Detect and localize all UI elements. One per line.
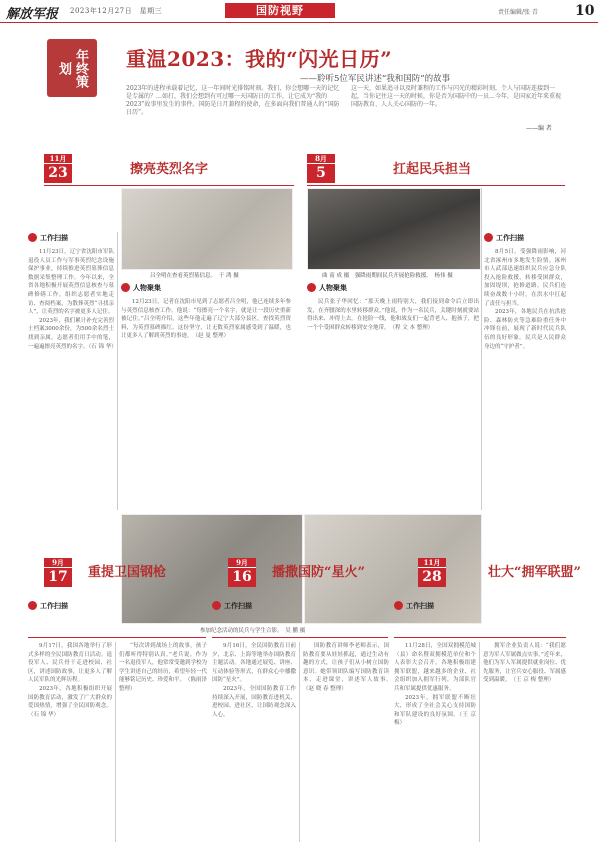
work-column-1 xyxy=(28,248,117,510)
people-paragraph: “每次讲到战场上的故事，孩子们都听得特别认真。”老兵说。作为一名退役军人，他常常受邀到学校为学生讲述自己的经历，希望年轻一代能够铭记历史、珍爱和平。 （陈雨泽 整理） xyxy=(119,643,208,692)
intro-block xyxy=(126,85,566,132)
people-column-3 xyxy=(119,642,207,842)
people-paragraph: 12月23日，记者在沈阳市见到了志愿者吕全明，他已连续多年参与英烈信息核查工作。他说：“每擦亮一个名字，就是让一段历史重新被记住。”吕全明介绍，这些年他走遍了辽宁大部分县区，查找英烈资料，为英烈墓碑描红。这份坚守，让无数英烈家属感受到了温暖，也让更多人了解到英烈的事迹。 （赵 曼 整理） xyxy=(121,299,291,340)
section-title-1: 擦亮英烈名字 xyxy=(130,162,209,177)
section-rule xyxy=(28,637,206,638)
page-headline: 重温2023：我的“闪光日历” xyxy=(126,47,393,71)
photo-caption-2: 曲 南 成 摄 强降雨期间民兵开展抢险救援。 杨伟 摄 xyxy=(322,273,453,279)
work-paragraph: 9月16日，全民国防教育日前夕，北京、上海等地举办国防教育主题活动。各地通过展览、讲座、互动体验等形式，在群众心中播撒国防“星火”。 xyxy=(212,643,296,684)
badge-day: 5 xyxy=(307,163,335,183)
work-paragraph: 2023年，我们累计补充完善烈士档案3000余份，为500余名烈士找到亲属。志愿者们用手中的笔，一遍遍擦亮英烈的名字。（石 锦 华） xyxy=(28,317,117,350)
section-banner: 国防视野 xyxy=(225,3,335,18)
people-tag-2: 人物聚集 xyxy=(307,282,347,294)
column-divider xyxy=(117,232,118,510)
badge-month: 11月 xyxy=(418,558,446,567)
work-paragraph: 2023年，全国国防教育工作持续深入开展，国防教育进机关、进校园、进社区，让国防观念深入人心。 xyxy=(212,685,296,718)
people-column-2 xyxy=(307,298,479,510)
masthead xyxy=(0,0,598,23)
page-number: 10 xyxy=(575,3,595,19)
section-title-5: 壮大“拥军联盟” xyxy=(488,565,581,580)
work-paragraph: 2023年，拥军联盟不断壮大，形成了全社会关心支持国防和军队建设的良好氛围。（王 京 梅） xyxy=(394,694,476,727)
section-rule xyxy=(307,185,565,186)
column-divider xyxy=(479,642,480,842)
work-tag-4: 工作扫描 xyxy=(212,600,252,612)
photo-militia-rescue xyxy=(307,188,481,270)
work-tag-2: 工作扫描 xyxy=(484,232,524,244)
date-badge-5 xyxy=(418,558,446,586)
work-paragraph: 11月23日，辽宁省沈阳市军队退役人员工作与军事英烈纪念设施保护事业，持续推进英烈墓葬信息数据采集整理工作。今年以来，全省各地积极开展英烈信息核查与墓碑修缮工作，组织志愿者实地走访、查阅档案，为散葬英烈“寻找亲人”，让英烈的名字被更多人记住。 xyxy=(28,249,114,316)
date-badge-4 xyxy=(228,558,256,586)
badge-day: 17 xyxy=(44,567,72,587)
date-badge-3 xyxy=(44,558,72,586)
work-paragraph: 11月28日，全国双拥模范城（县）命名暨双拥模范单位和个人表彰大会召开。各地积极组建拥军联盟，越来越多的企业、社会组织加入拥军行列，为部队官兵和军属提供优惠服务。 xyxy=(394,643,476,692)
column-divider xyxy=(299,642,300,842)
column-divider xyxy=(115,642,116,842)
photo-caption-3: 参加纪念活动的民兵与学生合影。 吴 鹏 摄 xyxy=(200,628,306,634)
badge-day: 28 xyxy=(418,567,446,587)
intro-text-right: 这一天，如果追寻以及时兼程的工作与闪光的精彩时刻，个人与国防连接到一起，当你记住这一天的时候，你是否为国防中的一员…今年，是国家近年来重视国防教育、人人关心国防的一年。 xyxy=(351,85,562,108)
date-badge-2 xyxy=(307,154,335,182)
work-tag-5: 工作扫描 xyxy=(394,600,434,612)
badge-month: 9月 xyxy=(44,558,72,567)
section-rule xyxy=(44,185,294,186)
badge-month: 9月 xyxy=(228,558,256,567)
date-badge-1 xyxy=(44,154,72,182)
people-tag-1: 人物聚集 xyxy=(121,282,161,294)
work-tag-3: 工作扫描 xyxy=(28,600,68,612)
photo-caption-1: 吕全明在查看英烈墓信息。 于 鸿 摄 xyxy=(150,273,239,279)
section-title-4: 播撒国防“星火” xyxy=(272,565,365,580)
work-column-5 xyxy=(394,642,476,842)
section-rule xyxy=(394,637,566,638)
intro-text-left: 2023年的进程承载着记忆，这一年间时光排铭时刻。我们，你会想哪一天的记忆是专属的？…如打，我们会想到有可过哪一天国防日的工作，让它成为“我的2023”故事里发生的事件。国防是日月兼程的使命，在多面向我们普通人的“国防日历”。 xyxy=(126,85,340,116)
column-divider xyxy=(481,188,482,510)
work-column-3 xyxy=(28,642,112,842)
people-paragraph: 民兵张子华回忆：“那天晚上雨特别大，我们接到命令后立即出发，在齐腰深的水里转移群众。”他说，作为一名民兵，关键时刻就要站得出来、冲得上去。在抢险一线，他和战友们一起背老人、抱孩子，把一个个受困群众转移到安全地带。 （程 文 本 整理） xyxy=(307,299,479,331)
work-paragraph: 9月17日，我国各地举行了形式多样的全民国防教育日活动。退役军人、民兵骨干走进校园、社区，讲述国防故事，让更多人了解人民军队的光辉历程。 xyxy=(28,643,112,684)
people-column-5 xyxy=(483,642,566,842)
badge-month: 11月 xyxy=(44,154,72,163)
section-rule xyxy=(212,637,388,638)
photo-volunteer-records xyxy=(121,188,293,270)
work-paragraph: 2023年，各地积极组织开展国防教育活动，激发了广大群众的爱国热情，增强了全民国防观念。（石 锦 华） xyxy=(28,685,112,718)
section-title-3: 重提卫国钢枪 xyxy=(88,565,167,580)
page-subheadline: ——聆听5位军民讲述“我和国防”的故事 xyxy=(300,74,451,84)
work-paragraph: 8月5日，受强降雨影响，河北省涿州市多地发生险情。涿州市人武部迅速组织民兵应急分队投入抢险救援，转移受困群众，加固堤坝，抢修道路。民兵们连续奋战数十小时，在洪水中扛起了责任与担当。 xyxy=(484,249,566,307)
intro-byline: ——编 者 xyxy=(526,125,552,132)
people-column-4 xyxy=(303,642,395,842)
people-paragraph: 拥军企业负责人说：“我们愿意为军人军属做点实事。”近年来，他们为军人军属提供就业岗位、优先服务，让官兵安心服役、军属感受到温暖。 （王 京 梅 整理） xyxy=(483,643,566,684)
editor-credit: 责任编辑/张 青 xyxy=(498,9,538,16)
work-column-2 xyxy=(484,248,566,510)
work-tag-1: 工作扫描 xyxy=(28,232,68,244)
badge-month: 8月 xyxy=(307,154,335,163)
people-column-1 xyxy=(121,298,291,510)
people-paragraph: 国防教育讲师李老师表示，国防教育要从娃娃抓起，通过生动有趣的方式，让孩子们从小树立国防意识。她带领团队编写国防教育读本，走进课堂，讲述军人故事。 （赵 晓 春 整理） xyxy=(303,643,395,692)
work-column-4 xyxy=(212,642,296,842)
newspaper-logo: 解放军报 xyxy=(6,7,59,22)
year-end-seal: 年终策划 xyxy=(47,39,97,97)
section-title-2: 扛起民兵担当 xyxy=(393,162,472,177)
badge-day: 16 xyxy=(228,567,256,587)
badge-day: 23 xyxy=(44,163,72,183)
work-paragraph: 2023年，各地民兵在抗洪抢险、森林防火等急难险重任务中冲锋在前，展现了新时代民兵队伍的良好形象。民兵是人民群众身边的“守护者”。 xyxy=(484,309,566,350)
issue-date: 2023年12月27日 星期三 xyxy=(70,7,163,15)
